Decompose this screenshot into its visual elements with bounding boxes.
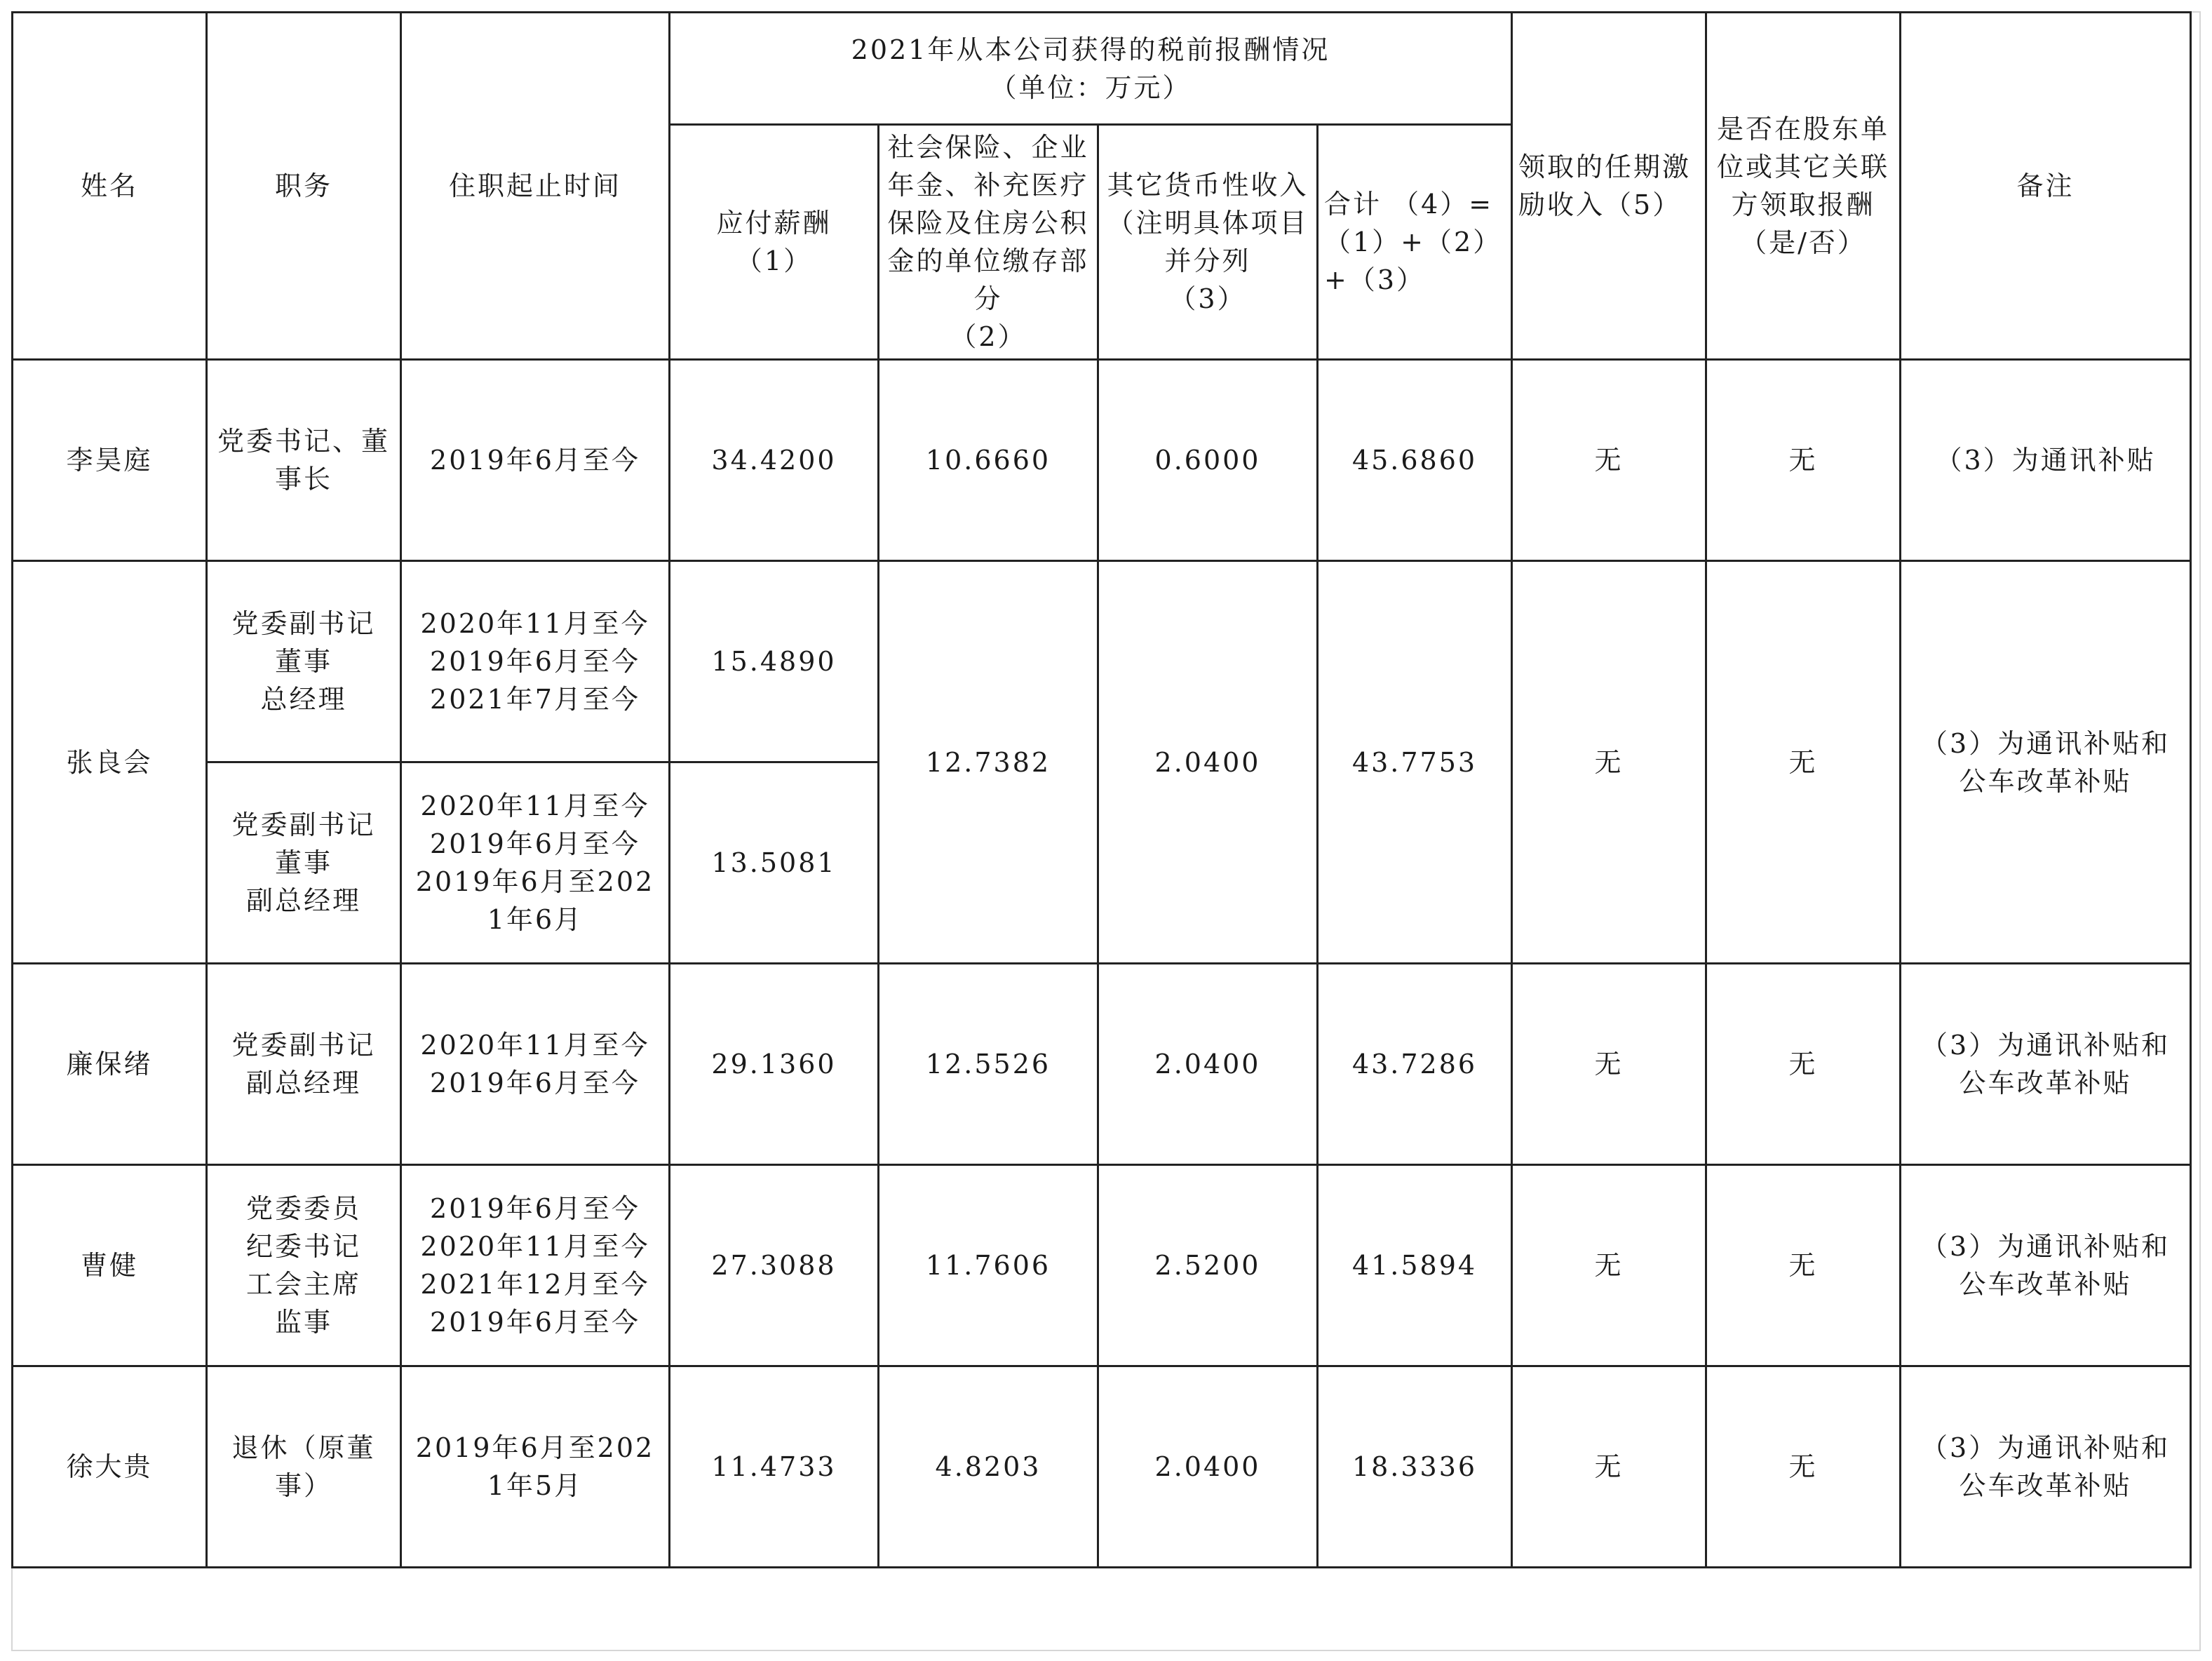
header-row-1	[13, 13, 2191, 125]
cell-incentive: 无	[1512, 1366, 1706, 1568]
header-name: 姓名	[13, 13, 207, 360]
header-related-party: 是否在股东单位或其它关联方领取报酬 （是/否）	[1706, 13, 1901, 360]
cell-remarks: （3）为通讯补贴	[1901, 360, 2191, 561]
cell-name: 曹健	[13, 1165, 207, 1366]
cell-insurance: 12.7382	[879, 561, 1098, 964]
header-incentive: 领取的任期激励收入（5）	[1512, 13, 1706, 360]
cell-other: 2.0400	[1098, 561, 1318, 964]
cell-related: 无	[1706, 1366, 1901, 1568]
cell-insurance: 4.8203	[879, 1366, 1098, 1568]
cell-related: 无	[1706, 561, 1901, 964]
cell-other: 2.5200	[1098, 1165, 1318, 1366]
cell-name: 徐大贵	[13, 1366, 207, 1568]
cell-remarks: （3）为通讯补贴和公车改革补贴	[1901, 1366, 2191, 1568]
table-row	[13, 964, 2191, 1165]
cell-position: 党委副书记 董事 总经理	[207, 561, 401, 762]
cell-salary: 34.4200	[670, 360, 879, 561]
cell-other: 2.0400	[1098, 964, 1318, 1165]
cell-total: 43.7753	[1318, 561, 1512, 964]
table-row	[13, 1165, 2191, 1366]
table-row	[13, 360, 2191, 561]
cell-position: 退休（原董事）	[207, 1366, 401, 1568]
header-pay-group: 2021年从本公司获得的税前报酬情况 （单位：万元）	[670, 13, 1512, 125]
table-row	[13, 1366, 2191, 1568]
cell-incentive: 无	[1512, 561, 1706, 964]
header-salary: 应付薪酬 （1）	[670, 125, 879, 360]
cell-salary: 15.4890	[670, 561, 879, 762]
header-total: 合计 （4）=（1）+（2）+（3）	[1318, 125, 1512, 360]
cell-name: 廉保绪	[13, 964, 207, 1165]
cell-related: 无	[1706, 360, 1901, 561]
cell-position: 党委书记、董事长	[207, 360, 401, 561]
cell-tenure: 2019年6月至今	[401, 360, 670, 561]
cell-incentive: 无	[1512, 1165, 1706, 1366]
cell-tenure: 2020年11月至今 2019年6月至今 2021年7月至今	[401, 561, 670, 762]
cell-position: 党委委员 纪委书记 工会主席 监事	[207, 1165, 401, 1366]
header-position: 职务	[207, 13, 401, 360]
cell-incentive: 无	[1512, 964, 1706, 1165]
cell-incentive: 无	[1512, 360, 1706, 561]
cell-salary: 27.3088	[670, 1165, 879, 1366]
cell-other: 2.0400	[1098, 1366, 1318, 1568]
cell-tenure: 2020年11月至今 2019年6月至今 2019年6月至2021年6月	[401, 762, 670, 964]
cell-related: 无	[1706, 1165, 1901, 1366]
cell-related: 无	[1706, 964, 1901, 1165]
cell-remarks: （3）为通讯补贴和公车改革补贴	[1901, 561, 2191, 964]
cell-total: 43.7286	[1318, 964, 1512, 1165]
header-remarks: 备注	[1901, 13, 2191, 360]
cell-total: 41.5894	[1318, 1165, 1512, 1366]
header-insurance: 社会保险、企业年金、补充医疗保险及住房公积金的单位缴存部分 （2）	[879, 125, 1098, 360]
header-other-income: 其它货币性收入（注明具体项目并分列 （3）	[1098, 125, 1318, 360]
cell-tenure: 2019年6月至今 2020年11月至今 2021年12月至今 2019年6月至今	[401, 1165, 670, 1366]
compensation-table	[11, 11, 2192, 1568]
cell-insurance: 10.6660	[879, 360, 1098, 561]
cell-salary: 11.4733	[670, 1366, 879, 1568]
cell-salary: 13.5081	[670, 762, 879, 964]
cell-name: 张良会	[13, 561, 207, 964]
cell-tenure: 2019年6月至2021年5月	[401, 1366, 670, 1568]
cell-insurance: 12.5526	[879, 964, 1098, 1165]
cell-position: 党委副书记 副总经理	[207, 964, 401, 1165]
cell-insurance: 11.7606	[879, 1165, 1098, 1366]
cell-position: 党委副书记 董事 副总经理	[207, 762, 401, 964]
cell-total: 18.3336	[1318, 1366, 1512, 1568]
cell-tenure: 2020年11月至今 2019年6月至今	[401, 964, 670, 1165]
cell-name: 李昊庭	[13, 360, 207, 561]
table-row	[13, 561, 2191, 762]
header-tenure: 住职起止时间	[401, 13, 670, 360]
cell-total: 45.6860	[1318, 360, 1512, 561]
cell-remarks: （3）为通讯补贴和公车改革补贴	[1901, 1165, 2191, 1366]
cell-other: 0.6000	[1098, 360, 1318, 561]
cell-salary: 29.1360	[670, 964, 879, 1165]
cell-remarks: （3）为通讯补贴和公车改革补贴	[1901, 964, 2191, 1165]
